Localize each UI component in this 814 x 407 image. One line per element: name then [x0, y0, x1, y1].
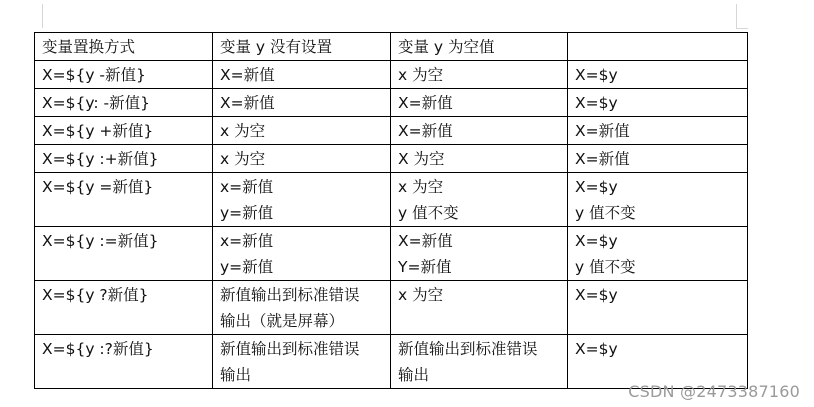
cell-text: X=$y — [575, 286, 618, 304]
cell-text: X=新值 — [220, 66, 275, 84]
margin-mark-top-right-vertical — [736, 4, 737, 28]
cell-text: X=新值 — [398, 232, 453, 250]
table-cell-set — [568, 227, 748, 281]
header-text: 变量 y 没有设置 — [220, 38, 333, 56]
cell-text: y 值不变 — [575, 258, 636, 276]
cell-text: Y=新值 — [398, 258, 452, 276]
table-row — [35, 145, 748, 173]
table-cell-empty — [391, 281, 568, 335]
cell-text: X=$y — [575, 232, 618, 250]
table-cell-method — [35, 145, 213, 173]
cell-text: 输出 — [220, 366, 252, 384]
table-cell-unset — [213, 335, 391, 389]
cell-text: X=${y +新值} — [42, 122, 154, 140]
table-cell-empty — [391, 117, 568, 145]
header-text: 变量 y 为空值 — [398, 38, 495, 56]
table-cell-unset — [213, 117, 391, 145]
table-cell-method — [35, 281, 213, 335]
table-cell-unset — [213, 281, 391, 335]
cell-text: X=${y: -新值} — [42, 94, 150, 112]
table-cell-set — [568, 117, 748, 145]
table-cell-empty — [391, 145, 568, 173]
table-cell-empty — [391, 335, 568, 389]
table-cell-set — [568, 145, 748, 173]
table-cell-method — [35, 117, 213, 145]
cell-text: y=新值 — [220, 204, 274, 222]
table-cell-set — [568, 173, 748, 227]
cell-text: 输出 — [398, 366, 430, 384]
cell-text: 输出（就是屏幕） — [220, 312, 345, 330]
cell-text: X=新值 — [575, 150, 630, 168]
table-cell-set — [568, 335, 748, 389]
cell-text: x 为空 — [398, 286, 444, 304]
header-cell-empty — [391, 33, 568, 61]
table-header-row — [35, 33, 748, 61]
cell-text: x 为空 — [398, 178, 444, 196]
cell-text: x=新值 — [220, 232, 274, 250]
table-row — [35, 89, 748, 117]
cell-text: X=$y — [575, 94, 618, 112]
cell-text: x 为空 — [220, 122, 266, 140]
cell-text: X=${y :=新值} — [42, 232, 159, 250]
table-cell-empty — [391, 89, 568, 117]
cell-text: x 为空 — [398, 66, 444, 84]
header-cell-unset — [213, 33, 391, 61]
cell-text: X=新值 — [398, 94, 453, 112]
table-row — [35, 227, 748, 281]
table-cell-method — [35, 61, 213, 89]
table-cell-set — [568, 89, 748, 117]
cell-text: x 为空 — [220, 150, 266, 168]
margin-mark-top-right-horizontal — [736, 28, 748, 29]
table-cell-set — [568, 281, 748, 335]
table-cell-unset — [213, 173, 391, 227]
table-cell-method — [35, 89, 213, 117]
cell-text: y 值不变 — [398, 204, 459, 222]
table-cell-unset — [213, 227, 391, 281]
table-cell-empty — [391, 227, 568, 281]
table-cell-method — [35, 227, 213, 281]
table-cell-unset — [213, 61, 391, 89]
table-row — [35, 61, 748, 89]
header-text — [575, 34, 740, 60]
table-cell-unset — [213, 145, 391, 173]
variable-substitution-table — [34, 32, 748, 389]
table-row — [35, 335, 748, 389]
table-cell-method — [35, 173, 213, 227]
table-body — [35, 33, 748, 389]
table-row — [35, 281, 748, 335]
cell-text: X 为空 — [398, 150, 445, 168]
table-cell-empty — [391, 61, 568, 89]
cell-text: y=新值 — [220, 258, 274, 276]
cell-text: X=新值 — [220, 94, 275, 112]
cell-text: X=${y :?新值} — [42, 340, 154, 358]
cell-text: X=新值 — [575, 122, 630, 140]
cell-text: 新值输出到标准错误 — [220, 286, 360, 304]
header-cell-set — [568, 33, 748, 61]
cell-text: X=${y ?新值} — [42, 286, 149, 304]
table-cell-unset — [213, 89, 391, 117]
cell-text: X=${y -新值} — [42, 66, 146, 84]
header-cell-method — [35, 33, 213, 61]
table-cell-method — [35, 335, 213, 389]
cell-text: y 值不变 — [575, 204, 636, 222]
cell-text: X=$y — [575, 340, 618, 358]
cell-text: X=${y =新值} — [42, 178, 154, 196]
table-row — [35, 117, 748, 145]
csdn-watermark: CSDN @2473387160 — [628, 382, 800, 401]
cell-text: 新值输出到标准错误 — [220, 340, 360, 358]
margin-mark-top-left — [42, 4, 43, 28]
table-cell-set — [568, 61, 748, 89]
cell-text: X=$y — [575, 178, 618, 196]
table-cell-empty — [391, 173, 568, 227]
cell-text: x=新值 — [220, 178, 274, 196]
header-text: 变量置换方式 — [42, 38, 136, 56]
cell-text: X=新值 — [398, 122, 453, 140]
cell-text: 新值输出到标准错误 — [398, 340, 538, 358]
table-row — [35, 173, 748, 227]
cell-text: X=${y :+新值} — [42, 150, 159, 168]
cell-text: X=$y — [575, 66, 618, 84]
